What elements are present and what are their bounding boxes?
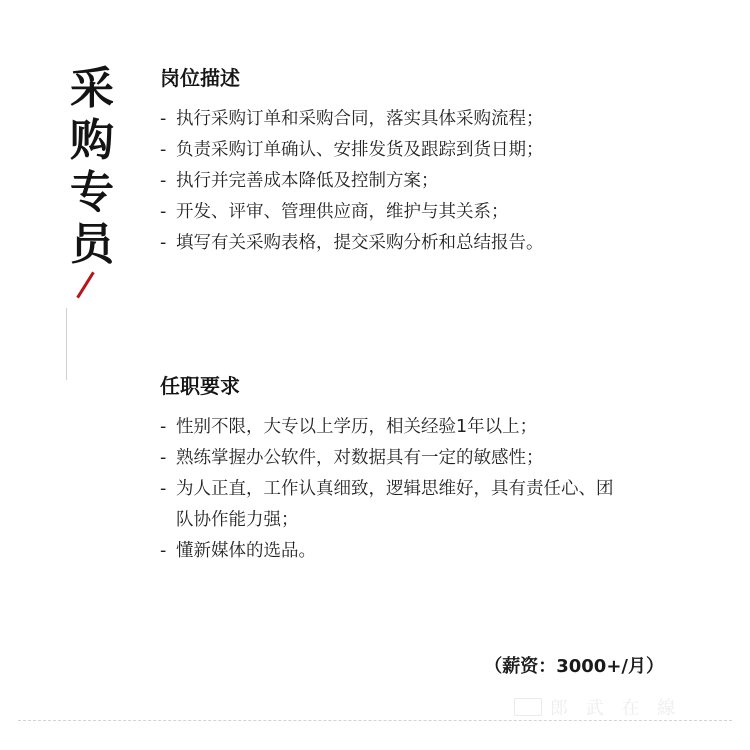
- dash-marker: -: [160, 417, 167, 437]
- dash-marker: -: [160, 233, 167, 253]
- watermark: [514, 690, 724, 724]
- title-divider-line: [66, 308, 67, 380]
- requirement-list: [160, 104, 700, 259]
- title-char: 购: [70, 115, 114, 166]
- dash-marker: -: [160, 109, 167, 129]
- accent-slash: [76, 271, 94, 298]
- dash-marker: -: [160, 479, 167, 499]
- list-item-text: 执行并完善成本降低及控制方案；: [176, 171, 439, 191]
- list-item: [160, 197, 700, 228]
- list-item-text: 为人正直，工作认真细致，逻辑思维好，具有责任心、团队协作能力强；: [176, 479, 614, 530]
- list-item: [160, 104, 700, 135]
- vertical-job-title: [64, 63, 120, 270]
- salary-label: （薪资：3000+/月）: [484, 656, 664, 677]
- list-item: [160, 412, 700, 443]
- list-item-text: 性别不限，大专以上学历，相关经验1年以上；: [176, 417, 538, 437]
- list-item-text: 执行采购订单和采购合同，落实具体采购流程；: [176, 109, 544, 129]
- list-item: [160, 536, 700, 567]
- title-char: 员: [70, 219, 114, 270]
- dash-marker: -: [160, 202, 167, 222]
- dash-marker: -: [160, 171, 167, 191]
- title-char: 采: [70, 63, 114, 114]
- list-item-text: 负责采购订单确认、安排发货及跟踪到货日期；: [176, 140, 544, 160]
- list-item-text: 填写有关采购表格，提交采购分析和总结报告。: [176, 233, 544, 253]
- list-item: [160, 474, 700, 536]
- dash-marker: -: [160, 140, 167, 160]
- section-title: 岗位描述: [160, 66, 240, 90]
- section-requirements: [160, 372, 700, 567]
- dash-marker: -: [160, 541, 167, 561]
- list-item: [160, 228, 700, 259]
- list-item-text: 熟练掌握办公软件，对数据具有一定的敏感性；: [176, 448, 544, 468]
- list-item: [160, 166, 700, 197]
- watermark-text: 郎 武 在 線: [550, 698, 682, 719]
- list-item-text: 开发、评审、管理供应商，维护与其关系；: [176, 202, 509, 222]
- list-item: [160, 443, 700, 474]
- section-job-description: [160, 64, 700, 259]
- list-item-text: 懂新媒体的选品。: [176, 541, 316, 561]
- dash-marker: -: [160, 448, 167, 468]
- list-item: [160, 135, 700, 166]
- house-logo-icon: [514, 698, 542, 716]
- bottom-divider: [18, 720, 732, 721]
- title-char: 专: [70, 167, 114, 218]
- section-title: 任职要求: [160, 374, 240, 398]
- requirement-list: [160, 412, 700, 567]
